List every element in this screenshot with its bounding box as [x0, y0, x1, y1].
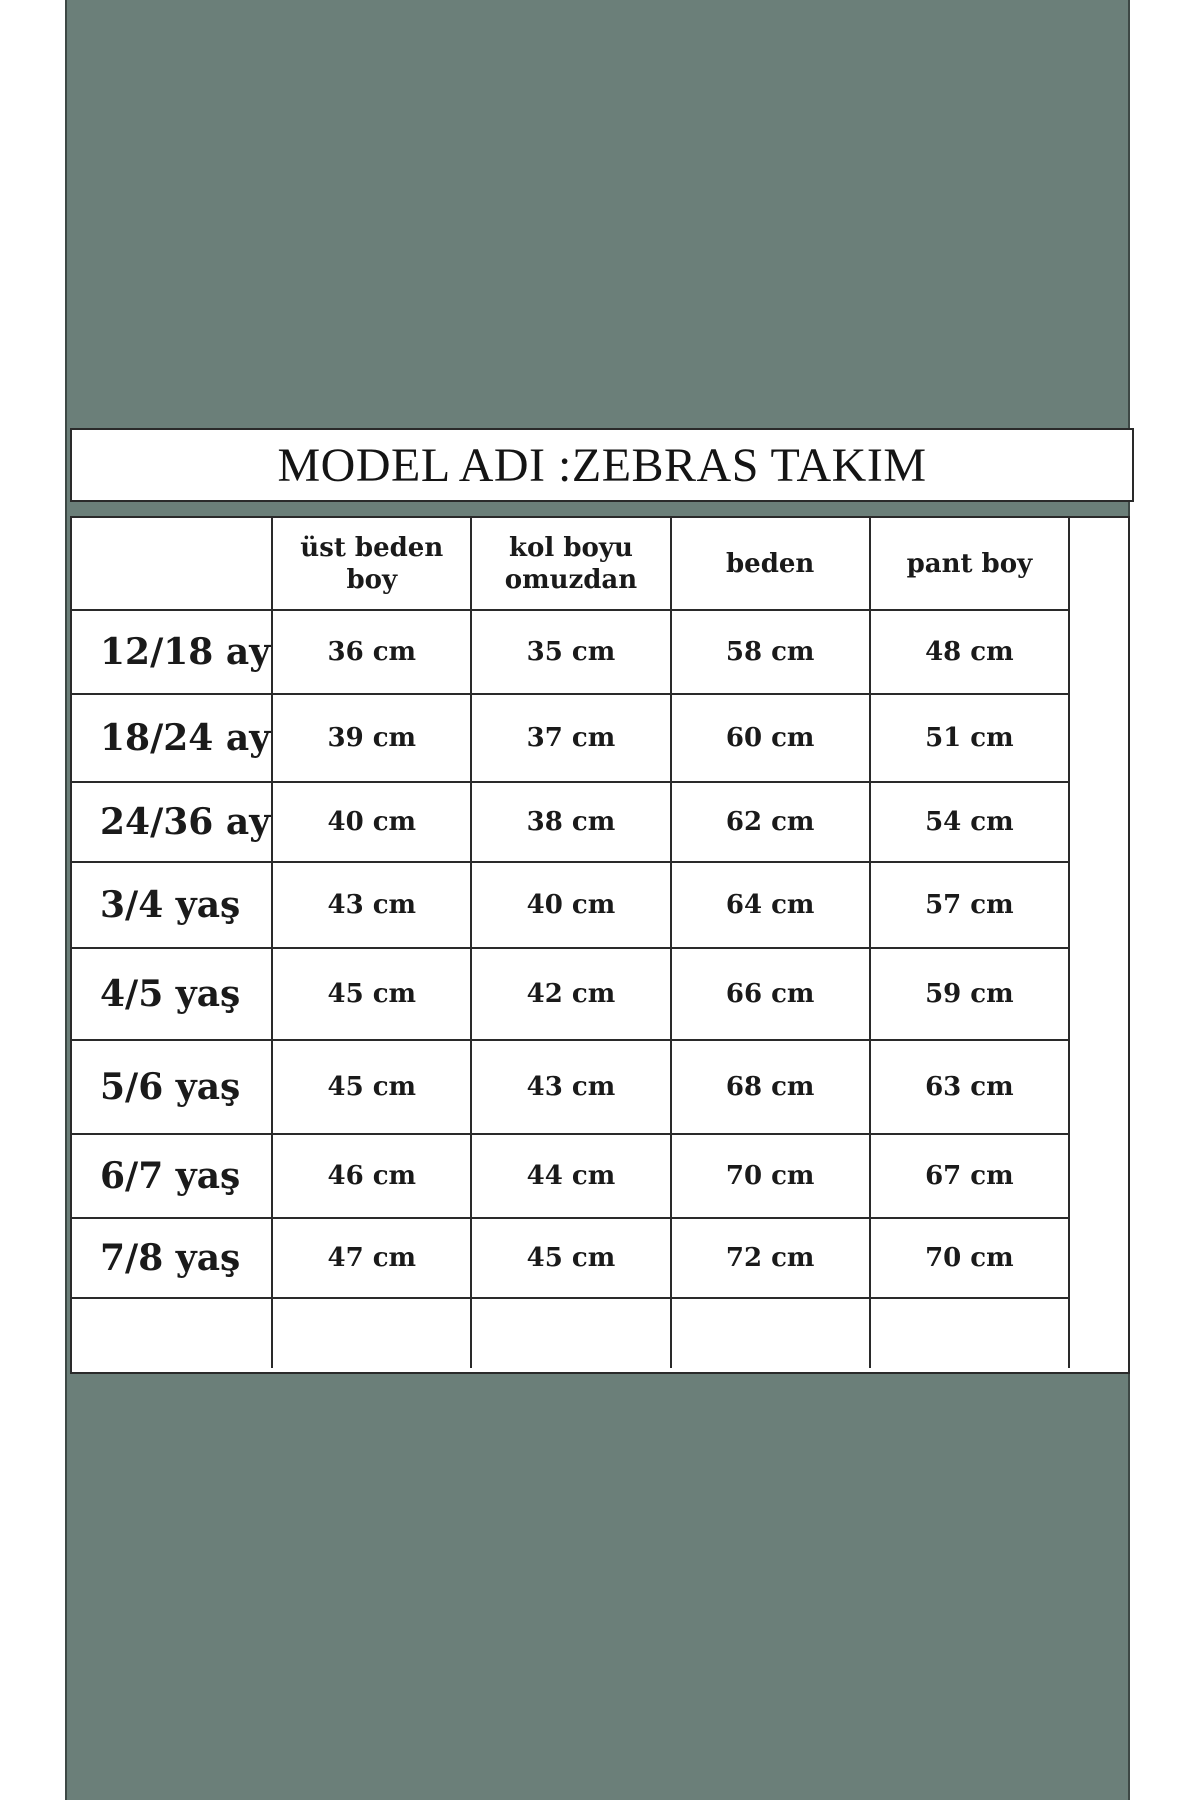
- measurement-cell: 51 cm: [870, 694, 1069, 782]
- measurement-cell: 35 cm: [471, 610, 670, 694]
- age-cell: 12/18 ay: [72, 610, 272, 694]
- measurement-cell: 68 cm: [671, 1040, 870, 1134]
- header-line: pant boy: [906, 548, 1033, 579]
- measurement-cell: 42 cm: [471, 948, 670, 1040]
- table-row: [72, 1218, 1069, 1298]
- measurement-cell: 45 cm: [471, 1218, 670, 1298]
- table-row: [72, 1134, 1069, 1218]
- measurement-cell: 38 cm: [471, 782, 670, 862]
- measurement-cell: 40 cm: [272, 782, 471, 862]
- measurement-cell: 59 cm: [870, 948, 1069, 1040]
- measurement-cell: 66 cm: [671, 948, 870, 1040]
- empty-cell: [72, 1298, 272, 1368]
- header-cell-kol-boyu: [471, 518, 670, 610]
- measurement-cell: 63 cm: [870, 1040, 1069, 1134]
- measurement-cell: 57 cm: [870, 862, 1069, 948]
- age-cell: 3/4 yaş: [72, 862, 272, 948]
- table-row: [72, 862, 1069, 948]
- empty-cell: [272, 1298, 471, 1368]
- measurement-cell: 45 cm: [272, 948, 471, 1040]
- model-title: MODEL ADI :ZEBRAS TAKIM: [277, 438, 927, 492]
- age-cell: 18/24 ay: [72, 694, 272, 782]
- empty-cell: [870, 1298, 1069, 1368]
- measurement-cell: 45 cm: [272, 1040, 471, 1134]
- measurement-cell: 58 cm: [671, 610, 870, 694]
- header-row: [72, 518, 1069, 610]
- header-line: kol boyu: [509, 532, 633, 563]
- measurement-cell: 62 cm: [671, 782, 870, 862]
- header-cell-empty: [72, 518, 272, 610]
- empty-row: [72, 1298, 1069, 1368]
- table-row: [72, 610, 1069, 694]
- header-line: üst beden: [300, 532, 444, 563]
- measurement-cell: 70 cm: [671, 1134, 870, 1218]
- title-banner: [70, 428, 1134, 502]
- header-cell-pant-boy: [870, 518, 1069, 610]
- measurement-cell: 70 cm: [870, 1218, 1069, 1298]
- measurement-cell: 48 cm: [870, 610, 1069, 694]
- measurement-cell: 44 cm: [471, 1134, 670, 1218]
- measurement-cell: 47 cm: [272, 1218, 471, 1298]
- measurement-cell: 36 cm: [272, 610, 471, 694]
- measurement-cell: 67 cm: [870, 1134, 1069, 1218]
- measurement-cell: 40 cm: [471, 862, 670, 948]
- measurement-cell: 46 cm: [272, 1134, 471, 1218]
- measurement-cell: 39 cm: [272, 694, 471, 782]
- measurement-cell: 64 cm: [671, 862, 870, 948]
- measurement-cell: 54 cm: [870, 782, 1069, 862]
- empty-cell: [471, 1298, 670, 1368]
- size-chart: [70, 516, 1130, 1374]
- measurement-cell: 43 cm: [272, 862, 471, 948]
- size-table: [72, 518, 1070, 1368]
- empty-cell: [671, 1298, 870, 1368]
- header-line: omuzdan: [504, 564, 638, 595]
- measurement-cell: 60 cm: [671, 694, 870, 782]
- age-cell: 6/7 yaş: [72, 1134, 272, 1218]
- measurement-cell: 37 cm: [471, 694, 670, 782]
- header-cell-beden: [671, 518, 870, 610]
- age-cell: 7/8 yaş: [72, 1218, 272, 1298]
- age-cell: 5/6 yaş: [72, 1040, 272, 1134]
- table-row: [72, 694, 1069, 782]
- age-cell: 24/36 ay: [72, 782, 272, 862]
- header-line: boy: [346, 564, 398, 595]
- table-row: [72, 1040, 1069, 1134]
- header-cell-ust-beden-boy: [272, 518, 471, 610]
- measurement-cell: 43 cm: [471, 1040, 670, 1134]
- age-cell: 4/5 yaş: [72, 948, 272, 1040]
- measurement-cell: 72 cm: [671, 1218, 870, 1298]
- table-row: [72, 948, 1069, 1040]
- table-row: [72, 782, 1069, 862]
- header-line: beden: [725, 548, 815, 579]
